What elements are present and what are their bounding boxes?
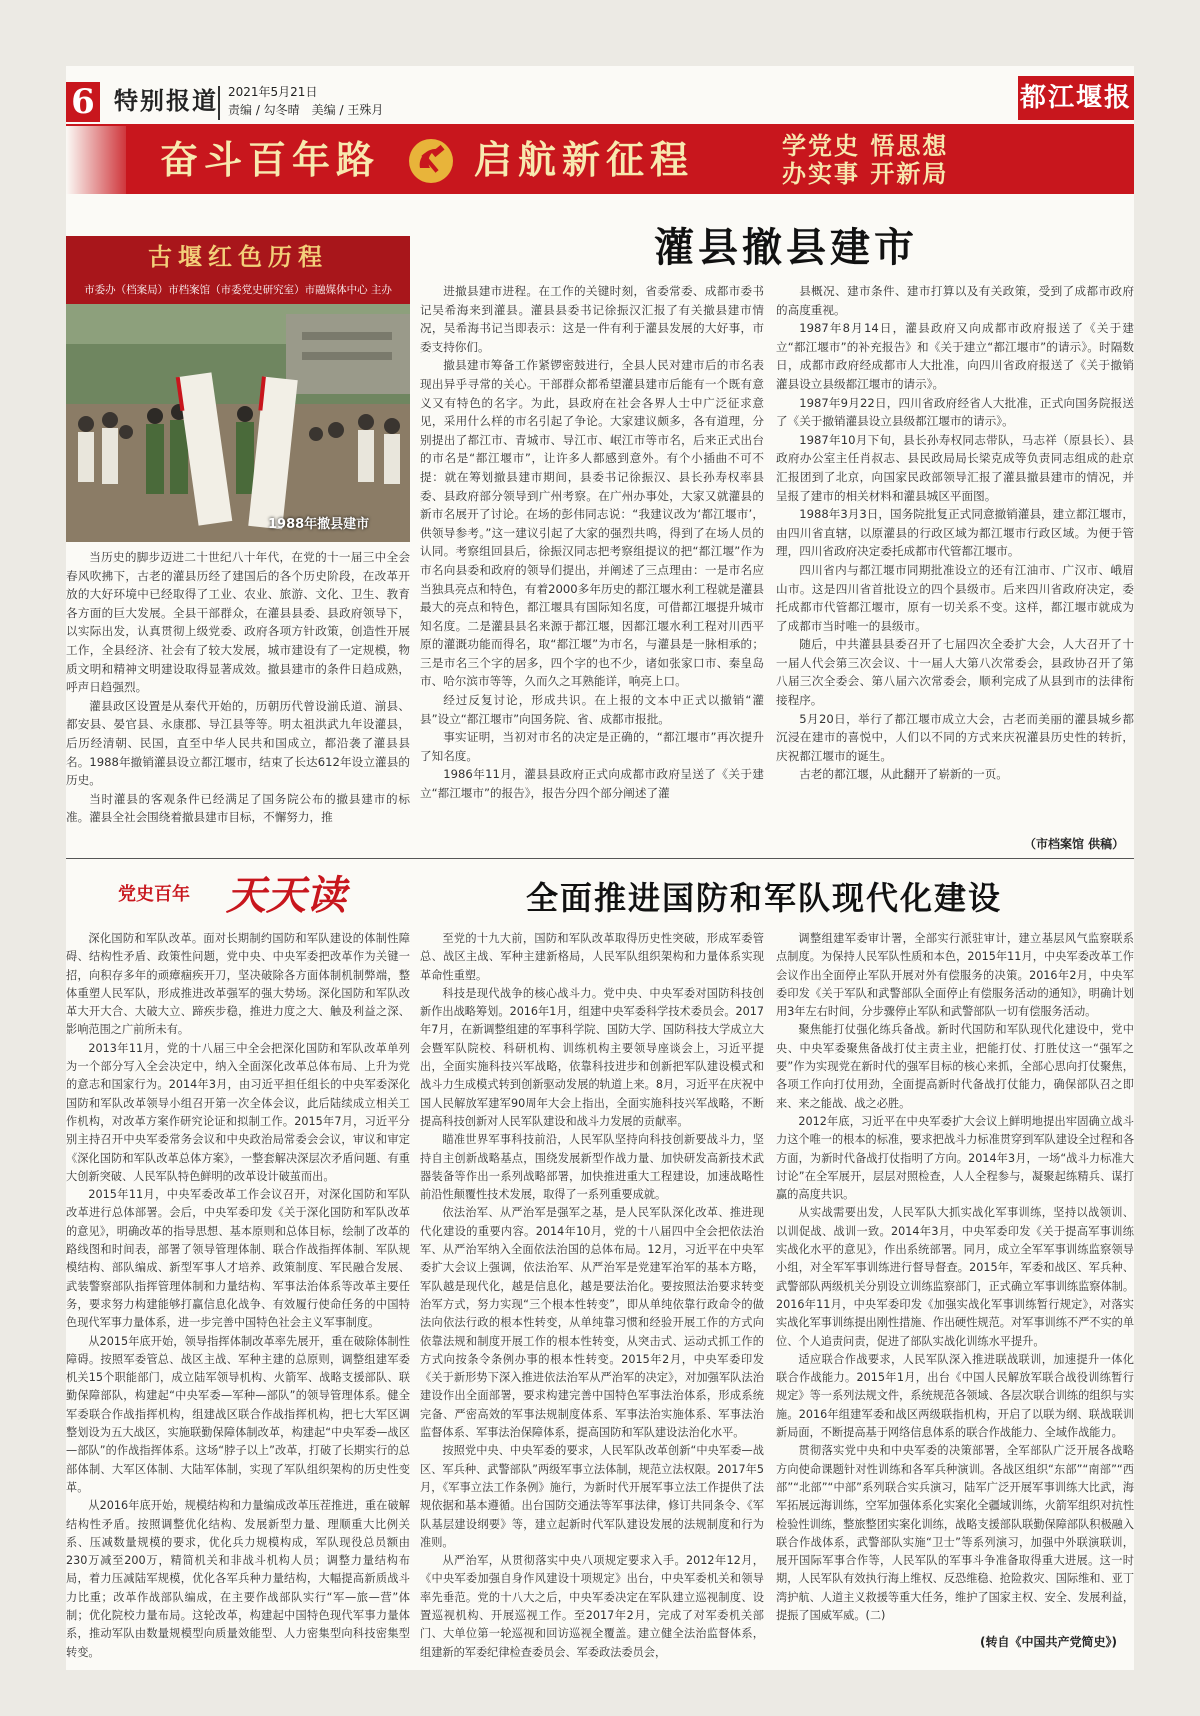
paragraph: 1987年8月14日，灌县政府又向成都市政府报送了《关于建立“都江堰市”的补充报告》和《关于建立“都江堰市”的请示》。时隔数日，成都市政府经成都市人大批准，向四川省政府报送了《关于撤销灌县设立县级都江堰市的请示》。 xyxy=(776,321,1134,391)
paragraph: 县概况、建市条件、建市打算以及有关政策，受到了成都市政府的高度重视。 xyxy=(776,284,1134,317)
issue-date: 2021年5月21日 xyxy=(228,85,318,99)
banner-slogan-right: 启航新征程 xyxy=(474,137,695,182)
banner-motto-line2: 办实事 开新局 xyxy=(782,160,949,188)
paragraph: 随后，中共灌县县委召开了七届四次全委扩大会，人大召开了十一届人代会第三次会议、十一届人大第八次常委会，县政协召开了第八届三次全委会、第八届六次常委会，顺利完成了从县到市的法律衔接程序。 xyxy=(776,637,1134,708)
paragraph: 依法治军、从严治军是强军之基，是人民军队深化改革、推进现代化建设的重要内容。2014年10月，党的十八届四中全会把依法治军、从严治军纳入全面依法治国的总体布局。12月，习近平在中央军委扩大会议上强调，依法治军、从严治军是党建军治军的基本方略，军队越是现代化，越是信息化，越是要法治化。要按照法治要求转变治军方式，努力实现“三个根本性转变”，即从单纯依靠行政命令的做法向依法行政的根本性转变，从单纯靠习惯和经验开展工作的方式向依靠法规和制度开展工作的根本性转变，从突击式、运动式抓工作的方式向按条令条例办事的根本性转变。2015年2月，中央军委印发《关于新形势下深入推进依法治军从严治军的决定》，对加强军队法治建设作出全面部署，要求构建完善中国特色军事法治体系，形成系统完备、严密高效的军事法规制度体系、军事法治实施体系、军事法治监督体系、军事法治保障体系，提高国防和军队建设法治化水平。 xyxy=(420,1206,764,1440)
column-label: 党史百年 xyxy=(118,884,190,905)
newspaper-logo: 都江堰报 xyxy=(1018,76,1134,120)
paragraph: 1986年11月，灌县县政府正式向成都市政府呈送了《关于建立“都江堰市”的报告》，报告分四个部分阐述了灌 xyxy=(420,767,764,801)
banner-slogan-left: 奋斗百年路 xyxy=(160,137,381,182)
paragraph: 深化国防和军队改革。面对长期制约国防和军队建设的体制性障碍、结构性矛盾、政策性问题，党中央、中央军委把改革作为关键一招，向积存多年的顽瘴痼疾开刀，坚决破除各方面体制机制弊端，整体重塑人民军队，形成推进改革强军的强大势场。深化国防和军队改革大开大合、大破大立、蹄疾步稳，推进力度之大、触及利益之深、影响范围之广前所未有。 xyxy=(66,932,410,1037)
paragraph: 1987年10月下旬，县长孙寿权同志带队，马志祥（原县长）、县政府办公室主任肖叔志、县民政局局长梁克成等负责同志组成的赴京汇报团到了北京，向国家民政部领导汇报了灌县撤县建市的情况，并呈报了建市的相关材料和灌县城区平面图。 xyxy=(776,432,1134,503)
paragraph: 四川省内与都江堰市同期批准设立的还有江油市、广汉市、峨眉山市。这是四川省首批设立的四个县级市。后来四川省政府决定，委托成都市代管都江堰市，原有一切关系不变。这样，都江堰市就成为了成都市当时唯一的县级市。 xyxy=(776,562,1134,633)
story2-column-2 xyxy=(420,930,764,1659)
paragraph: 撤县建市筹备工作紧锣密鼓进行，全县人民对建市后的市名表现出异乎寻常的关心。干部群众都希望灌县建市后能有一个既有意义又有特色的名字。为此，县政府在社会各界人士中广泛征求意见，采用什么样的市名引起了争论。大家建议颇多，各有道理，分别提出了都江市、青城市、导江市、岷江市等市名，后来正式出台的市名是“都江堰市”，让许多人都感到意外。有个小插曲不可不提：就在筹划撤县建市期间，县委书记徐振汉、县长孙寿权率县委、县政府部分领导到广州考察。在广州办事处，大家又就灌县的新市名展开了讨论。在场的彭伟同志说：“我建议改为‘都江堰市’，供领导参考。”这一建议引起了大家的强烈共鸣，得到了在场人员的认同。考察组回县后，徐振汉同志把考察组提议的把“都江堰”作为市名向县委和政府的领导们提出，并阐述了三点理由：一是市名应当独具亮点和特色，有着2000多年历史的都江堰水利工程就是灌县最大的亮点和特色，都江堰具有国际知名度，可借都江堰提升城市知名度。二是灌县县名来源于都江堰，因都江堰水利工程对川西平原的灌溉功能而得名，取“都江堰”为市名，与灌县是一脉相承的；三是市名三个字的居多，四个字的也不少，诸如张家口市、秦皇岛市、哈尔滨市等等，久而久之耳熟能详，响亮上口。 xyxy=(420,358,764,689)
story2-column-1 xyxy=(66,930,410,1659)
paragraph: 科技是现代战争的核心战斗力。党中央、中央军委对国防科技创新作出战略筹划。2016年1月，组建中央军委科学技术委员会。2017年7月，在新调整组建的军事科学院、国防大学、国防科技大学成立大会暨军队院校、科研机构、训练机构主要领导座谈会上，习近平提出，全面实施科技兴军战略，依靠科技进步和创新把军队建设模式和战斗力生成模式转到创新驱动发展的轨道上来。8月，习近平在庆祝中国人民解放军建军90周年大会上指出，全面实施科技兴军战略，不断提高科技创新对人民军队建设和战斗力发展的贡献率。 xyxy=(420,986,764,1128)
story2-column-3 xyxy=(776,930,1134,1630)
paragraph: 瞄准世界军事科技前沿，人民军队坚持向科技创新要战斗力，坚持自主创新战略基点，围绕发展新型作战力量、加快研发高新技术武器装备等作出一系列战略部署，加快推进重大工程建设，加速战略性前沿性颠覆性技术发展，取得了一系列重要成就。 xyxy=(420,1133,764,1202)
story1-credit: （市档案馆 供稿） xyxy=(1024,837,1125,851)
paragraph: 从2015年底开始，领导指挥体制改革率先展开，重在破除体制性障碍。按照军委管总、战区主战、军种主建的总原则，调整组建军委机关15个职能部门，成立陆军领导机构、火箭军、战略支援部队、联勤保障部队，构建起“中央军委—军种—部队”的领导管理体系。健全军委联合作战指挥机构，组建战区联合作战指挥机构，把七大军区调整划设为五大战区，实施联勤保障体制改革，构建起“中央军委—战区—部队”的作战指挥体系。这场“脖子以上”改革，打破了长期实行的总部体制、大军区体制、大陆军体制，实现了军队组织架构的历史性变革。 xyxy=(66,1334,410,1494)
parade-photo-illustration xyxy=(66,304,410,542)
story2-credit: (转自《中国共产党简史》) xyxy=(980,1635,1117,1649)
paragraph: 5月20日，举行了都江堰市成立大会，古老而美丽的灌县城乡都沉浸在建市的喜悦中，人们以不同的方式来庆祝灌县历史性的转折，庆祝都江堰市的诞生。 xyxy=(776,711,1134,763)
column-subtitle: 市委办（档案局）市档案馆（市委党史研究室）市融媒体中心 主办 xyxy=(84,284,392,296)
paragraph: 经过反复讨论，形成共识。在上报的文本中正式以撤销“灌县”设立“都江堰市”向国务院、省、成都市报批。 xyxy=(420,693,764,726)
column-label-daily: 天天读 xyxy=(226,872,346,919)
paragraph: 事实证明，当初对市名的决定是正确的，“都江堰市”再次提升了知名度。 xyxy=(420,730,764,763)
paragraph: 当时灌县的客观条件已经满足了国务院公布的撤县建市的标准。灌县全社会围绕着撤县建市目标，不懈努力，推 xyxy=(66,791,410,825)
story1-column-3 xyxy=(776,282,1134,830)
paragraph: 适应联合作战要求，人民军队深入推进联战联训，加速提升一体化联合作战能力。2015年1月，出台《中国人民解放军联合战役训练暂行规定》等一系列法规文件，系统规范各领域、各层次联合训练的组织与实施。2016年组建军委和战区两级联指机构，开启了以联为纲、联战联训新局面，不断提高基于网络信息体系的联合作战能力、全域作战能力。 xyxy=(776,1352,1135,1440)
paragraph: 1988年3月3日，国务院批复正式同意撤销灌县，建立都江堰市，由四川省直辖，以原灌县的行政区域为都江堰市行政区域。为便于管理，四川省政府决定委托成都市代管都江堰市。 xyxy=(776,507,1134,559)
historical-photo xyxy=(66,304,410,542)
paragraph: 1987年9月22日，四川省政府经省人大批准，正式向国务院报送了《关于撤销灌县设立县级都江堰市的请示》。 xyxy=(776,395,1134,429)
photo-caption: 1988年撤县建市 xyxy=(268,517,370,532)
section-name: 特别报道 xyxy=(114,87,218,115)
banner-motto-line1: 学党史 悟思想 xyxy=(782,132,949,160)
page-number: 6 xyxy=(66,82,100,122)
column-title: 古堰红色历程 xyxy=(148,242,328,271)
paragraph: 至党的十九大前，国防和军队改革取得历史性突破，形成军委管总、战区主战、军种主建新格局，人民军队组织架构和力量体系实现革命性重塑。 xyxy=(420,932,764,982)
story2-headline: 全面推进国防和军队现代化建设 xyxy=(526,879,1003,917)
paragraph: 古老的都江堰，从此翻开了崭新的一页。 xyxy=(799,767,1008,782)
hammer-sickle-icon xyxy=(408,138,454,184)
story1-headline: 灌县撤县建市 xyxy=(654,224,918,271)
paragraph: 贯彻落实党中央和中央军委的决策部署，全军部队广泛开展各战略方向使命课题针对性训练和各军兵种演训。各战区组织“东部”“南部”“西部”“北部”“中部”系列联合实兵演习，陆军广泛开展军事训练大比武，海军拓展远海训练，空军加强体系化实案化全疆域训练，火箭军组织对抗性检验性训练，整旅整团实案化训练，战略支援部队联勤保障部队积极融入联合作战体系，武警部队实施“卫士”等系列演习，加强中外联演联训，展开国际军事合作等，人民军队的军事斗争准备取得重大进展。这一时期，人民军队有效执行海上维权、反恐维稳、抢险救灾、国际维和、亚丁湾护航、人道主义救援等重大任务，维护了国家主权、安全、发展利益，提振了国威军威。(二) xyxy=(776,1444,1135,1622)
paragraph: 聚焦能打仗强化练兵备战。新时代国防和军队现代化建设中，党中央、中央军委聚焦备战打仗主责主业，把能打仗、打胜仗这一“强军之要”作为实现党在新时代的强军目标的核心来抓，全部心思向打仗聚焦，各项工作向打仗用劲，全面提高新时代备战打仗能力，确保部队召之即来、来之能战、战之必胜。 xyxy=(776,1023,1134,1110)
paragraph: 进撤县建市进程。在工作的关键时刻，省委常委、成都市委书记吴希海来到灌县。灌县县委书记徐振汉汇报了有关撤县建市情况，吴希海书记当即表示：这是一件有利于灌县发展的大好事，市委支持你们。 xyxy=(420,284,764,354)
paragraph: 调整组建军委审计署，全部实行派驻审计，建立基层风气监察联系点制度。为保持人民军队性质和本色，2015年11月，中央军委改革工作会议作出全面停止军队开展对外有偿服务的决策。2016年2月，中央军委印发《关于军队和武警部队全面停止有偿服务活动的通知》，明确计划用3年左右时间，分步骤停止军队和武警部队一切有偿服务活动。 xyxy=(776,932,1134,1019)
paragraph: 从严治军，从贯彻落实中央八项规定要求入手。2012年12月，《中央军委加强自身作风建设十项规定》出台，中央军委机关和领导率先垂范。党的十八大之后，中央军委决定在军队建立巡视制度、设置巡视机构、开展巡视工作。至2017年2月，完成了对军委机关部门、大单位第一轮巡视和回访巡视全覆盖。建立健全法治监督体系，组建新的军委纪律检查委员会、军委政法委员会， xyxy=(420,1554,764,1659)
paragraph: 2015年11月，中央军委改革工作会议召开，对深化国防和军队改革进行总体部署。会后，中央军委印发《关于深化国防和军队改革的意见》，明确改革的指导思想、基本原则和总体目标，绘制了改革的路线图和时间表，部署了领导管理体制、联合作战指挥体制、军队规模结构、部队编成、新型军事人才培养、政策制度、军民融合发展、武装警察部队指挥管理体制和力量结构、军事法治体系等改革主要任务，要求努力构建能够打赢信息化战争、有效履行使命任务的中国特色现代军事力量体系，进一步完善中国特色社会主义军事制度。 xyxy=(66,1188,410,1330)
paragraph: 2012年底，习近平在中央军委扩大会议上鲜明地提出牢固确立战斗力这个唯一的根本的标准，要求把战斗力标准贯穿到军队建设全过程和各方面，为新时代备战打仗指明了方向。2014年3月，一场“战斗力标准大讨论”在全军展开，层层对照检查，人人全程参与，凝聚起练精兵、谋打赢的高度共识。 xyxy=(776,1114,1135,1202)
header-divider xyxy=(218,86,220,120)
paragraph: 当历史的脚步迈进二十世纪八十年代，在党的十一届三中全会春风吹拂下，古老的灌县历经了建国后的各个历史阶段，在改革开放的大好环境中已经取得了工业、农业、旅游、文化、卫生、教育各方面的巨大发展。全县干部群众，在灌县县委、县政府领导下，以实际出发，认真贯彻上级党委、政府各项方针政策，创造性开展工作，全县经济、社会有了较大发展，城市建设有了一定规模，物质文明和精神文明建设取得显著成效。撤县建市的条件日趋成熟，呼声日趋强烈。 xyxy=(66,550,410,695)
story1-column-2 xyxy=(420,282,764,846)
paragraph: 2013年11月，党的十八届三中全会把深化国防和军队改革单列为一个部分写入全会决定中，纳入全面深化改革总体布局、上升为党的意志和国家行为。2014年3月，由习近平担任组长的中央军委深化国防和军队改革领导小组召开第一次全体会议，此后陆续成立相关工作机构，对改革方案作研究论证和拟制工作。2015年7月，习近平分别主持召开中央军委常务会议和中央政治局常委会会议，审议和审定《深化国防和军队改革总体方案》，一整套解决深层次矛盾问题、有重大创新突破、人民军队特色鲜明的改革设计破茧而出。 xyxy=(66,1041,410,1183)
paragraph: 从实战需要出发，人民军队大抓实战化军事训练，坚持以战领训、以训促战、战训一致。2014年3月，中央军委印发《关于提高军事训练实战化水平的意见》，作出系统部署。同月，成立全军军事训练监察领导小组，对全军军事训练进行督导督查。2015年，军委和战区、军兵种、武警部队两级机关分别设立训练监察部门，正式确立军事训练监察体制。2016年11月，中央军委印发《加强实战化军事训练暂行规定》，对落实实战化军事训练提出刚性措施、作出硬性规范。对军事训练不严不实的单位、个人追责问责，促进了部队实战化训练水平提升。 xyxy=(776,1206,1135,1348)
paragraph: 从2016年底开始，规模结构和力量编成改革压茬推进，重在破解结构性矛盾。按照调整优化结构、发展新型力量、理顺重大比例关系、压减数量规模的要求，优化兵力规模构成，军队现役总员额由230万减至200万，精简机关和非战斗机构人员；调整力量结构布局，着力压减陆军规模，优化各军兵种力量结构，大幅提高新质战斗力比重；改革作战部队编成，在主要作战部队实行“军—旅—营”体制；优化院校力量布局。这轮改革，构建起中国特色现代军事力量体系，推动军队由数量规模型向质量效能型、人力密集型向科技密集型转变。 xyxy=(66,1499,410,1659)
paragraph: 灌县政区设置是从秦代开始的，历朝历代曾设湔氐道、湔县、都安县、晏官县、永康郡、导江县等等。明太祖洪武九年设灌县，后历经清朝、民国，直至中华人民共和国成立，都沿袭了灌县县名。1988年撤销灌县设立都江堰市，结束了长达612年设立灌县的历史。 xyxy=(66,698,410,788)
section-separator xyxy=(66,858,1134,859)
story1-column-1 xyxy=(66,548,410,824)
editors-line: 责编 / 勾冬晴 美编 / 王殊月 xyxy=(228,103,384,117)
paragraph: 按照党中央、中央军委的要求，人民军队改革创新“中央军委—战区、军兵种、武警部队”两级军事立法体制，规范立法权限。2017年5月，《军事立法工作条例》施行，为新时代开展军事立法工作提供了法规依据和基本遵循。出台国防交通法等军事法律，修订共同条令、《军队基层建设纲要》等，建立起新时代军队建设发展的法规制度和行为准则。 xyxy=(420,1444,764,1549)
